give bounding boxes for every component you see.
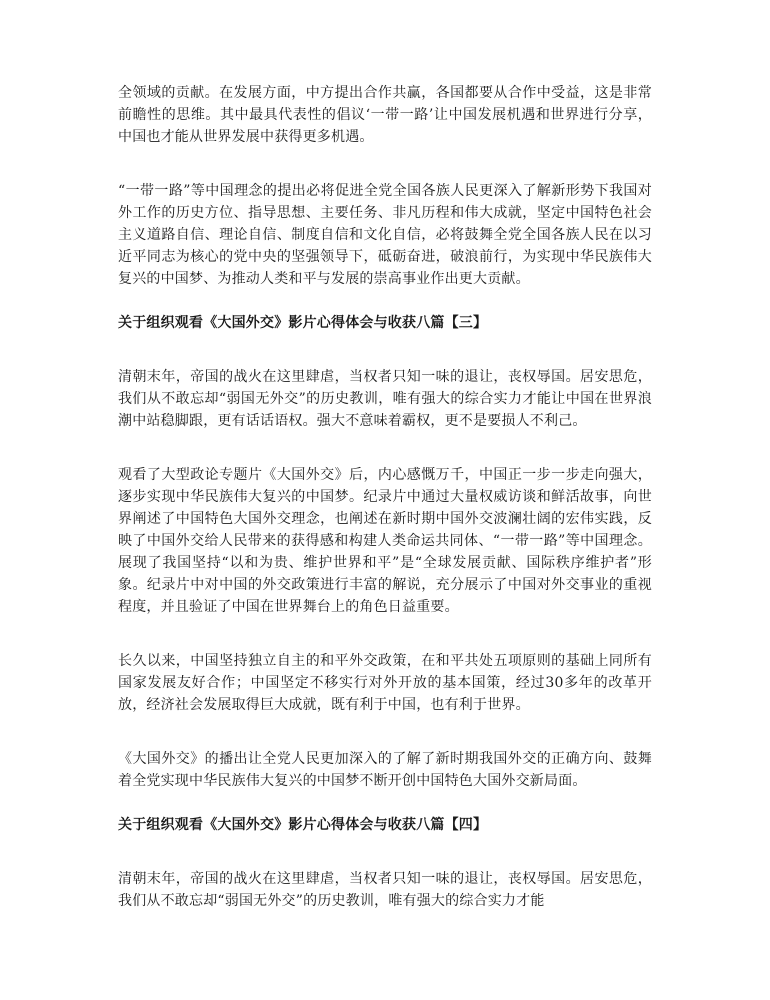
document-page	[118, 82, 652, 912]
paragraph: 全领域的贡献。在发展方面，中方提出合作共赢，各国都要从合作中受益，这是非常前瞻性的思维。其中最具代表性的倡议‘一带一路’让中国发展机遇和世界进行分享，中国也才能从世界发展中获得更多机遇。	[118, 85, 652, 145]
paragraph: 长久以来，中国坚持独立自主的和平外交政策，在和平共处五项原则的基础上同所有国家发展友好合作；中国坚定不移实行对外开放的基本国策，经过30多年的改革开放，经济社会发展取得巨大成就，既有利于中国，也有利于世界。	[118, 653, 652, 713]
paragraph: 《大国外交》的播出让全党人民更加深入的了解了新时期我国外交的正确方向、鼓舞着全党实现中华民族伟大复兴的中国梦不断开创中国特色大国外交新局面。	[118, 751, 652, 789]
paragraph: 清朝末年，帝国的战火在这里肆虐，当权者只知一味的退让，丧权辱国。居安思危，我们从不敢忘却“弱国无外交”的历史教训，唯有强大的综合实力才能让中国在世界浪潮中站稳脚跟，更有话话语权。强大不意味着霸权，更不是要损人不利己。	[118, 369, 652, 429]
section-heading: 关于组织观看《大国外交》影片心得体会与收获八篇【四】	[118, 817, 488, 833]
section-heading: 关于组织观看《大国外交》影片心得体会与收获八篇【三】	[118, 315, 488, 331]
paragraph: 清朝末年，帝国的战火在这里肆虐，当权者只知一味的退让，丧权辱国。居安思危，我们从不敢忘却“弱国无外交”的历史教训，唯有强大的综合实力才能	[118, 871, 652, 909]
paragraph: “一带一路”等中国理念的提出必将促进全党全国各族人民更深入了解新形势下我国对外工作的历史方位、指导思想、主要任务、非凡历程和伟大成就，坚定中国特色社会主义道路自信、理论自信、制度自信和文化自信，必将鼓舞全党全国各族人民在以习近平同志为核心的党中央的坚强领导下，砥砺奋进，破浪前行，为实现中华民族伟大复兴的中国梦、为推动人类和平与发展的崇高事业作出更大贡献。	[118, 183, 652, 287]
paragraph: 观看了大型政论专题片《大国外交》后，内心感慨万千，中国正一步一步走向强大，逐步实现中华民族伟大复兴的中国梦。纪录片中通过大量权威访谈和鲜活故事，向世界阐述了中国特色大国外交理念，也阐述在新时期中国外交波澜壮阔的宏伟实践，反映了中国外交给人民带来的获得感和构建人类命运共同体、“一带一路”等中国理念。展现了我国坚持“以和为贵、维护世界和平”是“全球发展贡献、国际秩序维护者”形象。纪录片中对中国的外交政策进行丰富的解说，充分展示了中国对外交事业的重视程度，并且验证了中国在世界舞台上的角色日益重要。	[118, 467, 652, 615]
